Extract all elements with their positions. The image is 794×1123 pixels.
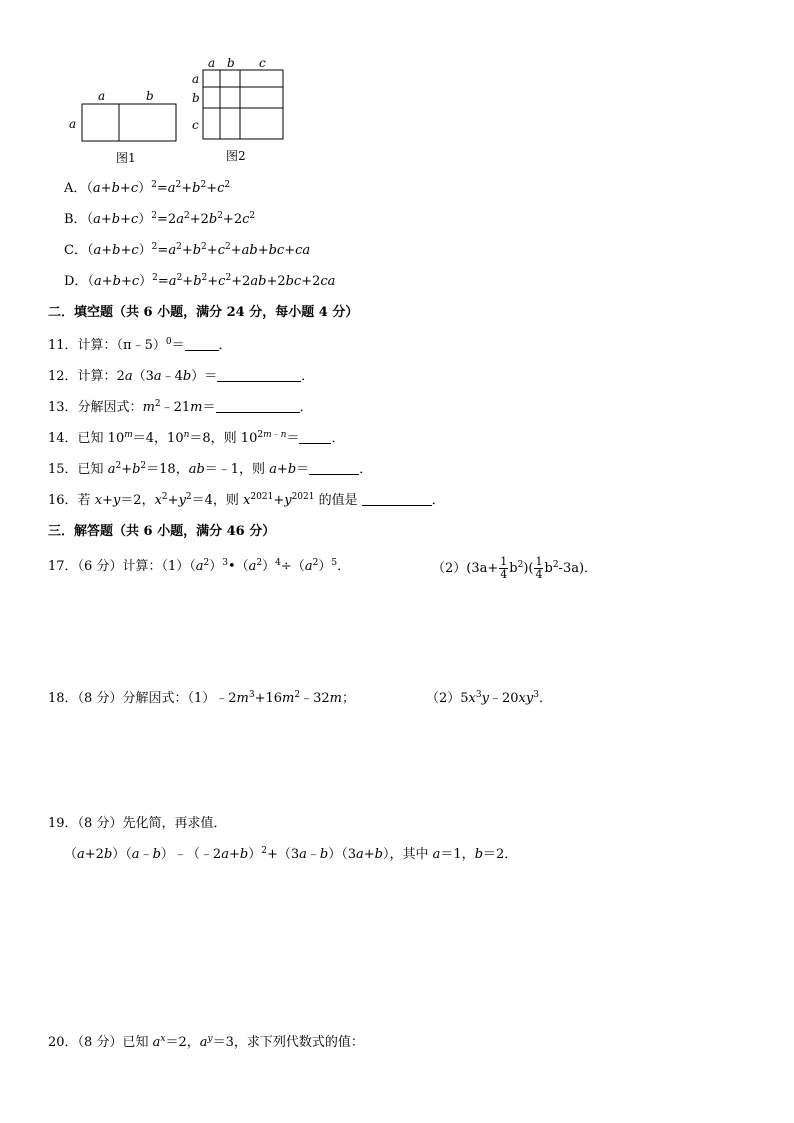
question-text: 分解因式：$m^2﹣21m=$ ． [77, 399, 313, 415]
fig1-label-b-top: b [146, 89, 154, 103]
option-text: $(a+b+c)^2=a^2+b^2+c^2+ab+bc+ca$ [86, 242, 311, 258]
fig2-label-b-top: b [227, 56, 235, 70]
question-text: $(2)5x^3y﹣20xy^3$． [426, 690, 552, 706]
fig1-rect-b [119, 104, 176, 141]
option-letter: A． [64, 181, 87, 196]
option-text: $(a+b+c)^2=a^2+b^2+c^2$ [86, 180, 231, 196]
question-17-part-1 [48, 559, 350, 575]
question-number: 12． [48, 369, 78, 384]
figure-2 [186, 54, 296, 169]
question-text: 分解因式：$(1)﹣2m^3+16m^2﹣32m$； [122, 690, 355, 706]
option-letter: B． [64, 212, 87, 227]
question-text: 先化简，再求值． [122, 816, 227, 831]
question-score: （8 分） [77, 1035, 123, 1050]
question-15 [48, 462, 372, 478]
option-text: $(a+b+c)^2=a^2+b^2+c^2+2ab+2bc+2ca$ [87, 273, 336, 289]
question-16 [48, 493, 445, 509]
option-c [64, 243, 310, 259]
section-2-title: 二．填空题（共 6 小题，满分 24 分，每小题 4 分） [48, 305, 359, 320]
question-score: （8 分） [77, 691, 123, 706]
question-text: 若 x+y＝2，$x^2+y^2=4$，则 $x^{2021}+y^{2021}$ 的值是 ． [77, 492, 445, 508]
question-19 [48, 816, 226, 832]
question-number: 11． [48, 338, 78, 353]
option-b [64, 212, 255, 228]
question-text: 已知 $a^2+b^2=18$，ab＝﹣1，则 a+b＝ ． [77, 461, 373, 477]
question-13 [48, 400, 313, 416]
question-text: （2）(3a+ $\frac{1}{4}$ $b^2$)( $\frac{1}{4}$ $b^2-3a$)． [432, 555, 598, 581]
question-text: 已知 $a^x=2$，$a^y=3$，求下列代数式的值： [122, 1034, 364, 1050]
fig2-label-c-top: c [259, 56, 266, 70]
fig2-label-a-top: a [208, 56, 216, 70]
fig2-label-b-left: b [192, 91, 200, 105]
figure-1 [60, 80, 190, 170]
question-text: （a+2b）（a﹣b）﹣（﹣2a+b）$^2$+（3a﹣b）（3a+b），其中 a＝1，b＝2． [64, 846, 518, 862]
question-18-part-1 [48, 691, 355, 707]
question-text: 计算：2a（3a﹣4b）＝ ． [77, 369, 315, 384]
question-20 [48, 1035, 364, 1051]
question-11 [48, 338, 232, 354]
option-d [64, 274, 335, 290]
question-19-expression [64, 847, 517, 863]
fig1-label-a-top: a [98, 89, 106, 103]
question-score: （6 分） [77, 559, 123, 574]
question-14 [48, 431, 344, 447]
option-letter: D． [64, 274, 88, 289]
section-3-title: 三．解答题（共 6 小题，满分 46 分） [48, 524, 276, 539]
question-number: 18． [48, 691, 78, 706]
fig1-rect-a [82, 104, 119, 141]
question-17-part-2 [432, 556, 597, 582]
question-text: 计算：（π﹣5）$^0$＝ ． [77, 337, 232, 353]
question-number: 19． [48, 816, 78, 831]
question-number: 20． [48, 1035, 78, 1050]
fig1-label-a-left: a [69, 117, 77, 131]
question-number: 13． [48, 400, 78, 415]
option-a [64, 181, 230, 197]
option-text: $(a+b+c)^2=2a^2+2b^2+2c^2$ [86, 211, 256, 227]
question-number: 16． [48, 493, 78, 508]
question-18-part-2 [426, 691, 552, 707]
fig2-label-c-left: c [192, 118, 199, 132]
fig2-caption: 图2 [226, 149, 246, 163]
question-score: （8 分） [77, 816, 123, 831]
question-number: 14． [48, 431, 78, 446]
question-text: 已知 $10^m=4$，$10^n=8$，则 $10^{2m﹣n}=$ ． [77, 430, 345, 446]
question-number: 15． [48, 462, 78, 477]
fig2-grid [203, 70, 283, 139]
question-text: 计算：$(1)(a^2)^3•(a^2)^4\div(a^2)^5$． [122, 558, 351, 574]
fig1-caption: 图1 [116, 151, 136, 165]
question-number: 17． [48, 559, 78, 574]
question-12 [48, 369, 314, 385]
fig2-label-a-left: a [192, 72, 200, 86]
option-letter: C． [64, 243, 87, 258]
